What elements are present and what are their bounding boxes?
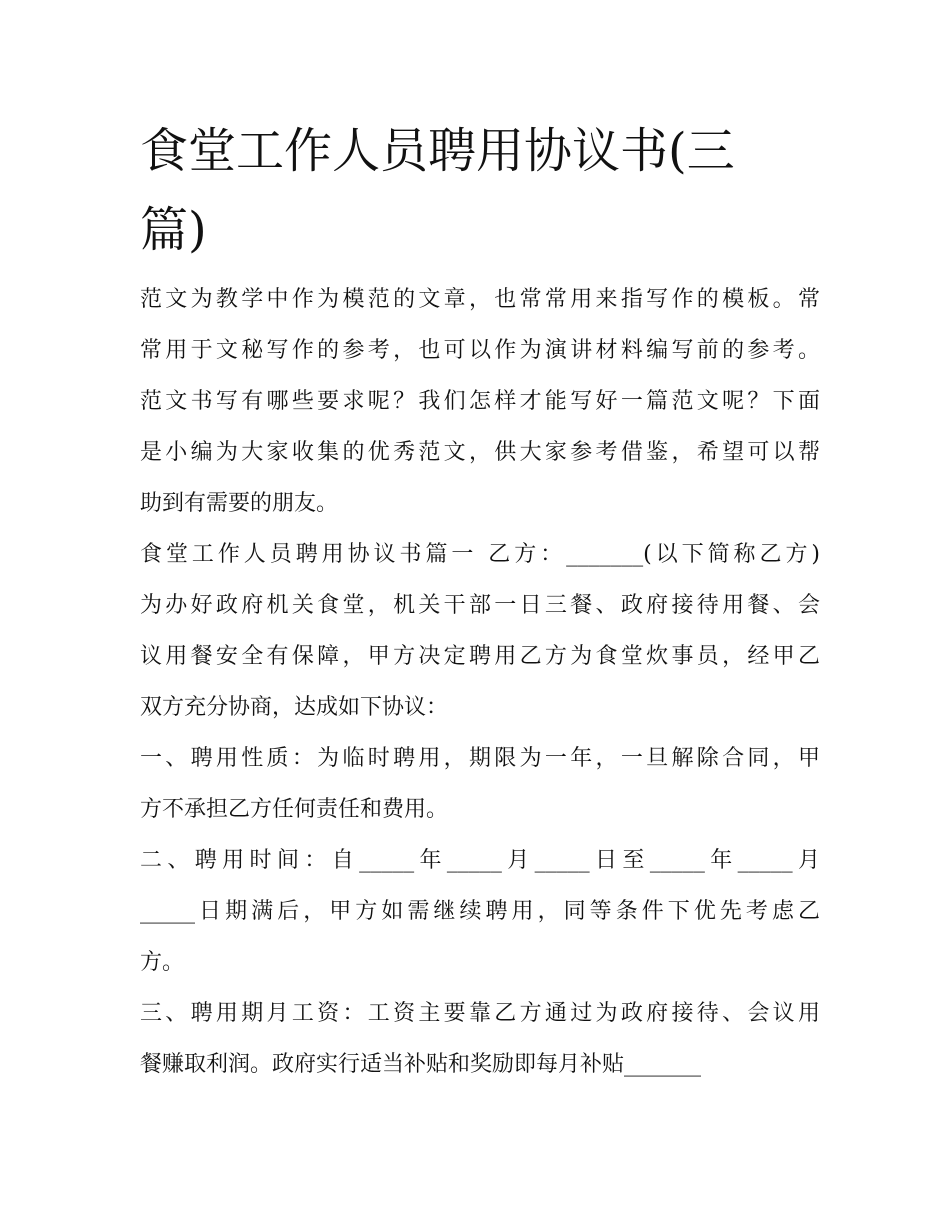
- paragraph-line: 助到有需要的朋友。: [140, 491, 339, 516]
- paragraph-line: 常用于文秘写作的参考，也可以作为演讲材料编写前的参考。: [140, 338, 820, 363]
- paragraph-line: 食堂工作人员聘用协议书篇一 乙方：_______(以下简称乙方): [140, 542, 820, 567]
- paragraph-line: 为办好政府机关食堂，机关干部一日三餐、政府接待用餐、会: [140, 593, 820, 618]
- paragraph-line: 方。: [140, 950, 185, 975]
- paragraph-line: _____日期满后，甲方如需继续聘用，同等条件下优先考虑乙: [140, 899, 820, 924]
- document-title: [140, 112, 820, 270]
- paragraph-line: 方不承担乙方任何责任和费用。: [140, 797, 449, 822]
- title-line-1: 食堂工作人员聘用协议书(三: [140, 123, 735, 179]
- paragraph-line: 一、聘用性质：为临时聘用，期限为一年，一旦解除合同，甲: [140, 746, 820, 771]
- paragraph-line: 是小编为大家收集的优秀范文，供大家参考借鉴，希望可以帮: [140, 440, 820, 465]
- paragraph-line: 三、聘用期月工资：工资主要靠乙方通过为政府接待、会议用: [140, 1001, 820, 1026]
- paragraph-line: 餐赚取利润。政府实行适当补贴和奖励即每月补贴_______: [140, 1052, 702, 1077]
- paragraph-line: 范文书写有哪些要求呢？我们怎样才能写好一篇范文呢？下面: [140, 389, 820, 414]
- title-line-2: 篇): [140, 202, 207, 258]
- paragraph-line: 议用餐安全有保障，甲方决定聘用乙方为食堂炊事员，经甲乙: [140, 644, 820, 669]
- paragraph-line: 双方充分协商，达成如下协议：: [140, 695, 449, 720]
- paragraph-line: 二、聘用时间：自_____年_____月_____日至_____年_____月: [140, 848, 820, 873]
- paragraph-line: 范文为教学中作为模范的文章，也常常用来指写作的模板。常: [140, 287, 820, 312]
